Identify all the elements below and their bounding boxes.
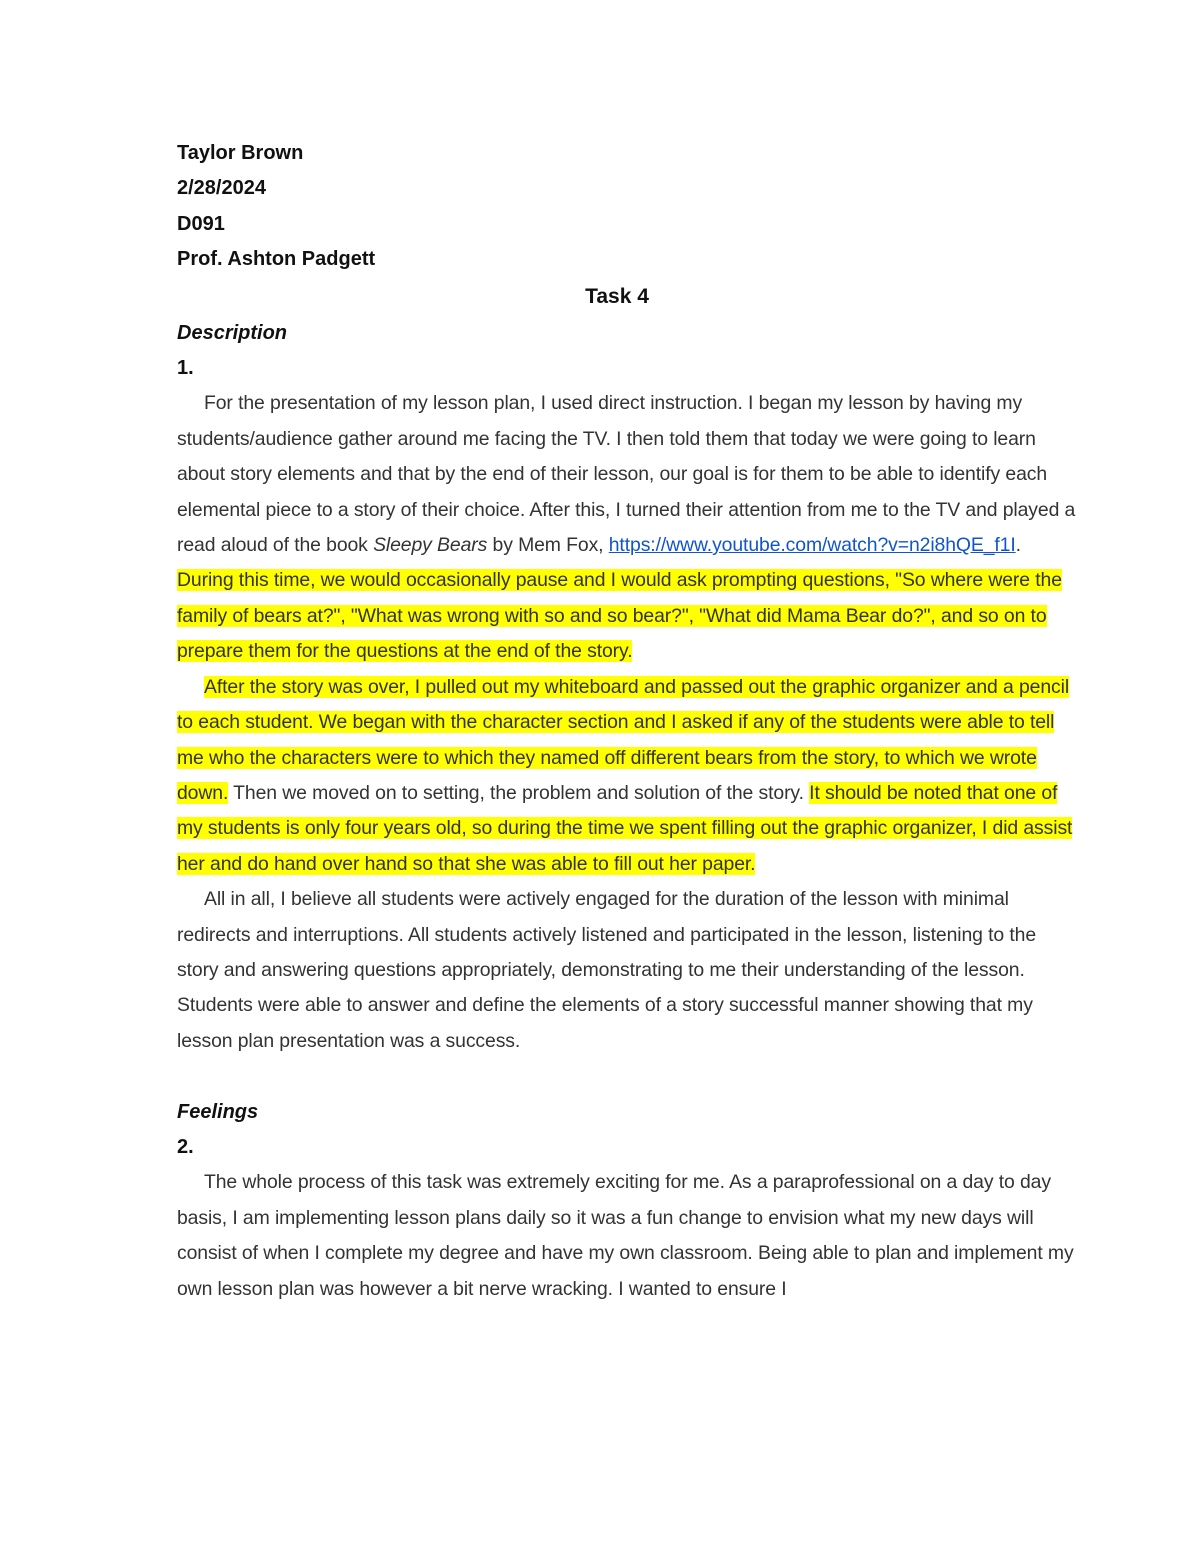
blank-line xyxy=(177,1059,1077,1094)
highlighted-text: It should be noted that one of my students is only four years old, so during the time we spent filling out the graphic organizer, I did assist her and do hand over hand so that she was able to fill out her paper. xyxy=(177,781,1073,875)
youtube-link[interactable]: https://www.youtube.com/watch?v=n2i8hQE_f1I xyxy=(608,534,1016,557)
professor-name: Prof. Ashton Padgett xyxy=(177,248,376,271)
document-title: Task 4 xyxy=(585,284,649,308)
paragraph-description-3: All in all, I believe all students were actively engaged for the duration of the lesson with minimal redirects and interruptions. All students actively listened and participated in the lesson, listening to the story and answering questions appropriately, demonstrating to me their understanding of the lesson. Students were able to answer and define the elements of a story successful manner showing that my lesson plan presentation was a success. xyxy=(177,888,1037,1052)
paragraph-text: Then we moved on to setting, the problem and solution of the story. xyxy=(228,781,810,804)
course-code: D091 xyxy=(177,212,225,235)
section-number-2: 2. xyxy=(177,1135,194,1158)
section-heading-feelings: Feelings xyxy=(177,1100,259,1123)
paragraph-text: For the presentation of my lesson plan, I used direct instruction. I began my lesson by having my students/audience gather around me facing the TV. I then told them that today we were going to learn about story elements and that by the end of their lesson, our goal is for them to be able to identify each elemental piece to a story of their choice. After this, I turned their attention from me to the TV and played a read aloud of the book xyxy=(177,392,1076,557)
author-name: Taylor Brown xyxy=(177,142,304,164)
paragraph-description-1 xyxy=(177,386,1077,669)
document-page xyxy=(177,136,1077,1307)
highlighted-text: During this time, we would occasionally pause and I would ask prompting questions, "So where were the family of bears at?", "What was wrong with so and so bear?", "What did Mama Bear do?", and so on to prepare them for the questions at the end of the story. xyxy=(177,569,1062,663)
paragraph-text: by Mem Fox, xyxy=(487,534,609,557)
paragraph-description-2 xyxy=(177,670,1077,882)
document-date: 2/28/2024 xyxy=(177,177,266,200)
highlighted-text: After the story was over, I pulled out my whiteboard and passed out the graphic organizer and a pencil to each student. We began with the character section and I asked if any of the students were able to tell me who the characters were to which they named off different bears from the story, to which we wrote down. xyxy=(177,675,1070,804)
paragraph-feelings-1: The whole process of this task was extremely exciting for me. As a paraprofessional on a day to day basis, I am implementing lesson plans daily so it was a fun change to envision what my new days will consist of when I complete my degree and have my own classroom. Being able to plan and implement my own lesson plan was however a bit nerve wracking. I wanted to ensure I xyxy=(177,1171,1074,1300)
section-heading-description: Description xyxy=(177,321,288,344)
book-title: Sleepy Bears xyxy=(373,534,488,557)
paragraph-text: . xyxy=(1015,534,1021,557)
section-number-1: 1. xyxy=(177,357,194,380)
